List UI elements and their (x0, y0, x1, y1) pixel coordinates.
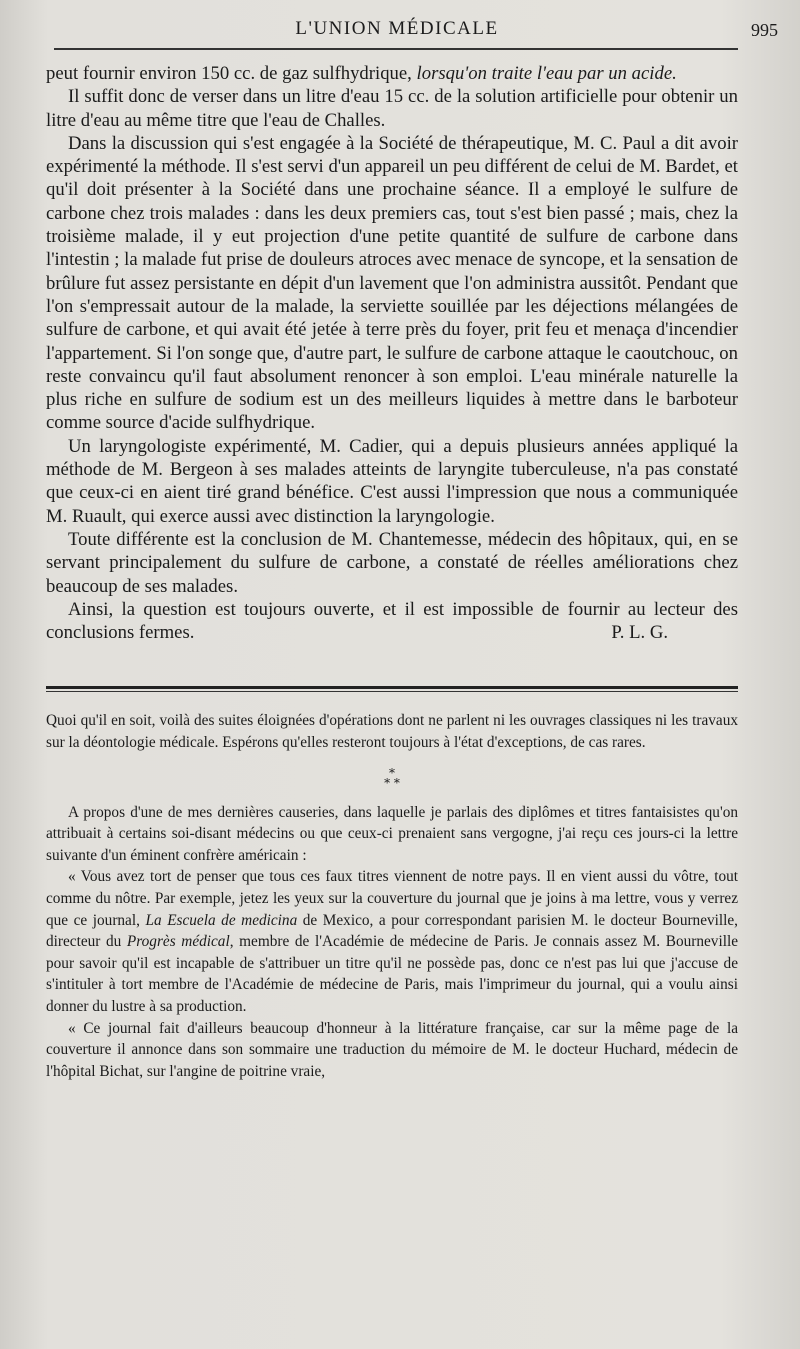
feuilleton-separator (46, 686, 738, 692)
article-paragraph-5: Toute différente est la conclusion de M. Chantemesse, médecin des hôpitaux, qui, en se servant principalement du sulfure de carbone, a constaté de réelles améliorations chez beaucoup de ses malades. (46, 528, 738, 597)
s3-text-a: « Vous avez tort de penser que tous ces faux titres viennent de notre pays. Il en vient aussi du vôtre, tout comme du nôtre. Par exemple, jetez les yeux sur la couverture du journal que je joins à ma lettre, vous y verrez que ce journal, (46, 868, 738, 929)
section-asterism: * * * (384, 765, 400, 790)
header-rule (54, 48, 738, 50)
page-number: 995 (751, 20, 778, 40)
author-signature: P. L. G. (611, 622, 668, 644)
running-header (56, 18, 778, 44)
s3-text-c: , membre de l'Académie de médecine de Paris. Je connais assez M. Bourneville pour savoir qu'il est incapable de s'attribuer un titre qu'il ne possède pas, donc ce n'est pas lui que j'accuse de s'intituler à tort membre de l'Académie de médecine de Paris, mais l'imprimeur du journal, qui a voulu ainsi donner du lustre à sa production. (46, 933, 738, 1015)
article-paragraph-4: Un laryngologiste expérimenté, M. Cadier, qui a depuis plusieurs années appliqué la méthode de M. Bergeon à ses malades atteints de laryngite tuberculeuse, n'a pas constaté que ceux-ci en aient tiré grand bénéfice. C'est aussi l'impression que nous a communiquée M. Ruault, qui exerce aussi avec distinction la laryngologie. (46, 435, 738, 527)
p1-italic: lorsqu'on traite l'eau par un acide. (416, 63, 677, 84)
feuilleton-paragraph-4: « Ce journal fait d'ailleurs beaucoup d'honneur à la littérature française, car sur la même page de la couverture il annonce dans son sommaire une traduction du mémoire de M. le docteur Huchard, médecin de l'hôpital Bichat, sur l'angine de poitrine vraie, (46, 1019, 738, 1080)
journal-name: La Escuela de medicina (145, 911, 298, 929)
article-body (46, 62, 738, 644)
s3-text-b: de Mexico, a pour correspondant parisien M. le docteur Bourneville, directeur du (46, 911, 739, 951)
running-title: L'UNION MÉDICALE (295, 18, 499, 39)
article-paragraph-6 (46, 598, 738, 645)
p1-text: peut fournir environ 150 cc. de gaz sulfhydrique, (46, 63, 417, 84)
progres-medical: Progrès médical (126, 933, 230, 951)
feuilleton-paragraph-3 (46, 866, 738, 1017)
p6-text: Ainsi, la question est toujours ouverte, et il est impossible de fournir au lecteur des conclusions fermes. (46, 598, 738, 644)
article-paragraph-1 (46, 62, 738, 85)
feuilleton-paragraph-2: A propos d'une de mes dernières causeries, dans laquelle je parlais des diplômes et titres fantaisistes qu'on attribuait à certains soi-disant médecins ou que ceux-ci prenaient sans vergogne, j'ai reçu ces jours-ci la lettre suivante d'un éminent confrère américain : (46, 803, 738, 864)
article-paragraph-2: Il suffit donc de verser dans un litre d'eau 15 cc. de la solution artificielle pour obtenir un litre d'eau au même titre que l'eau de Challes. (46, 86, 738, 131)
article-paragraph-3: Dans la discussion qui s'est engagée à la Société de thérapeutique, M. C. Paul a dit avoir expérimenté la méthode. Il s'est servi d'un appareil un peu différent de celui de M. Bardet, et qu'il doit présenter à la Société dans une prochaine séance. Il a employé le sulfure de carbone chez trois malades : dans les deux premiers cas, tout s'est bien passé ; mais, chez la troisième malade, il y eut projection d'une petite quantité de sulfure de carbone dans l'intestin ; la malade fut prise de douleurs atroces avec menace de syncope, et la sensation de brûlure fut assez persistante en dépit d'un lavement que l'on administra aussitôt. Pendant que l'on s'empressait autour de la malade, la serviette souillée par les déjections mélangées de sulfure de carbone, et qui avait été jetée à terre près du foyer, prit feu et menaça d'incendier l'appartement. Si l'on songe que, d'autre part, le sulfure de carbone attaque le caoutchouc, on reste convaincu qu'il faut absolument renoncer à son emploi. L'eau minérale naturelle la plus riche en sulfure de sodium est un des meilleurs liquides à mettre dans le barboteur comme source d'acide sulfhydrique. (46, 132, 738, 434)
feuilleton-body (46, 710, 738, 1082)
feuilleton-paragraph-1: Quoi qu'il en soit, voilà des suites éloignées d'opérations dont ne parlent ni les ouvrages classiques ni les travaux sur la déontologie médicale. Espérons qu'elles resteront toujours à l'état d'exceptions, de cas rares. (46, 712, 738, 752)
